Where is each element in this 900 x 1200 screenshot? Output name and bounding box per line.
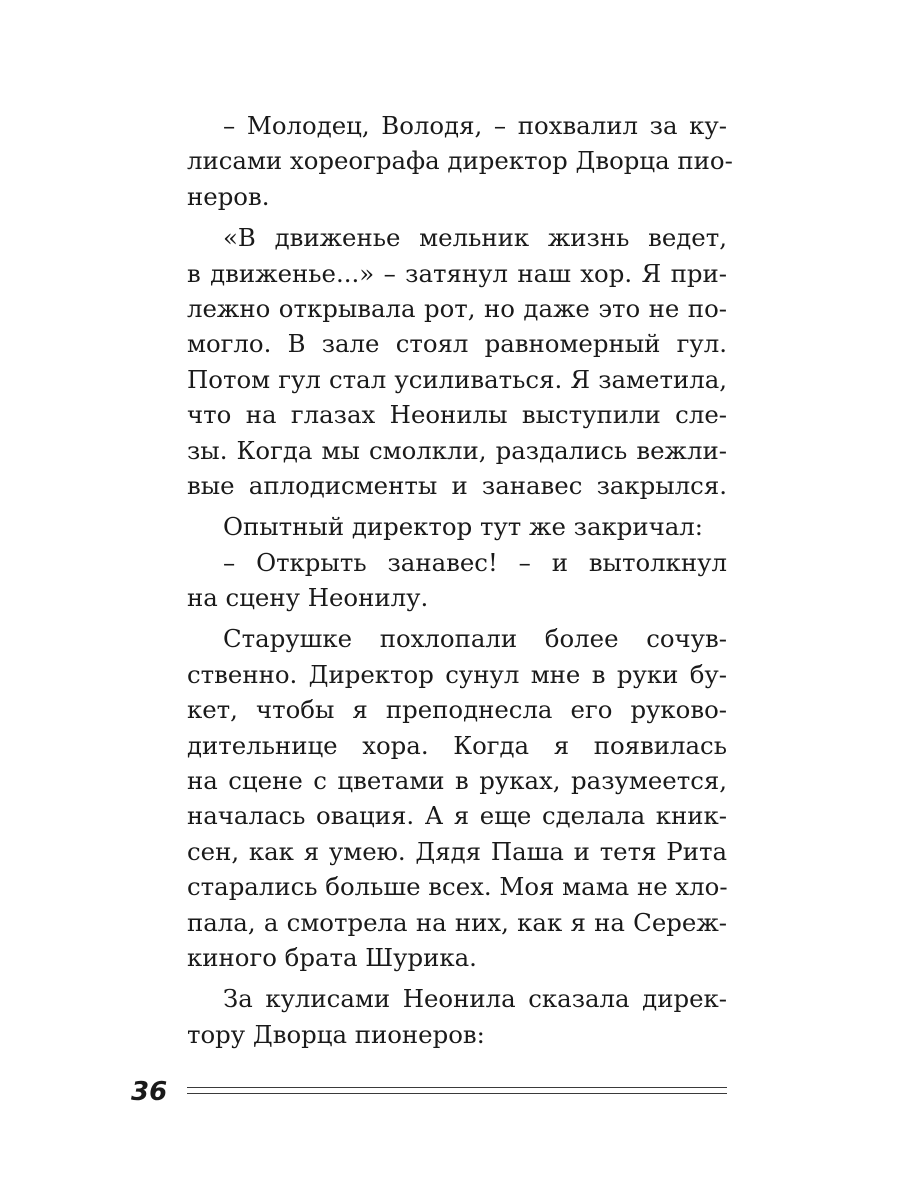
paragraph [187,545,727,616]
text-line: зы. Когда мы смолкли, раздались вежли- [187,435,727,465]
text-line: «В движенье мельник жизнь ведет, [223,223,727,253]
text-line: неров. [187,181,270,211]
footer-rule [187,1087,727,1088]
paragraph [187,981,727,1052]
paragraph [187,220,727,503]
text-line: вые аплодисменты и занавес закрылся. [187,470,727,500]
text-line: – Молодец, Володя, – похвалил за ку- [223,111,727,140]
paragraph [187,108,733,214]
text-line: сен, как я умею. Дядя Паша и тетя Рита [187,836,727,866]
text-line: могло. В зале стоял равномерный гул. [187,329,727,359]
text-line: Старушке похлопали более сочув- [223,624,727,654]
text-line: тору Дворца пионеров: [187,1019,485,1049]
text-line: в движенье...» – затянул наш хор. Я при- [187,258,727,288]
paragraph [187,509,727,544]
text-line: лежно открывала рот, но даже это не по- [187,293,727,323]
text-line: что на глазах Неонилы выступили сле- [187,400,727,430]
text-line: киного брата Шурика. [187,942,477,972]
text-line: на сцене с цветами в руках, разумеется, [187,766,727,796]
text-line: кет, чтобы я преподнесла его руково- [187,695,727,725]
text-line: За кулисами Неонила сказала дирек- [223,984,727,1014]
text-line: началась овация. А я еще сделала кник- [187,801,727,831]
text-line: ственно. Директор сунул мне в руки бу- [187,659,727,689]
paragraph [187,621,727,975]
text-line: старались больше всех. Моя мама не хло- [187,872,728,902]
body-text [187,108,733,1052]
text-line: лисами хореографа директор Дворца пио- [187,146,733,176]
text-line: Опытный директор тут же закричал: [223,512,704,542]
text-line: – Открыть занавес! – и вытолкнул [223,547,727,577]
text-line: на сцену Неонилу. [187,583,429,613]
text-line: пала, а смотрела на них, как я на Сереж- [187,907,727,937]
text-line: Потом гул стал усиливаться. Я заметила, [187,364,727,394]
text-line: дительнице хора. Когда я появилась [187,730,727,760]
footer-rule [187,1093,727,1094]
page-number: 36 [131,1077,168,1107]
